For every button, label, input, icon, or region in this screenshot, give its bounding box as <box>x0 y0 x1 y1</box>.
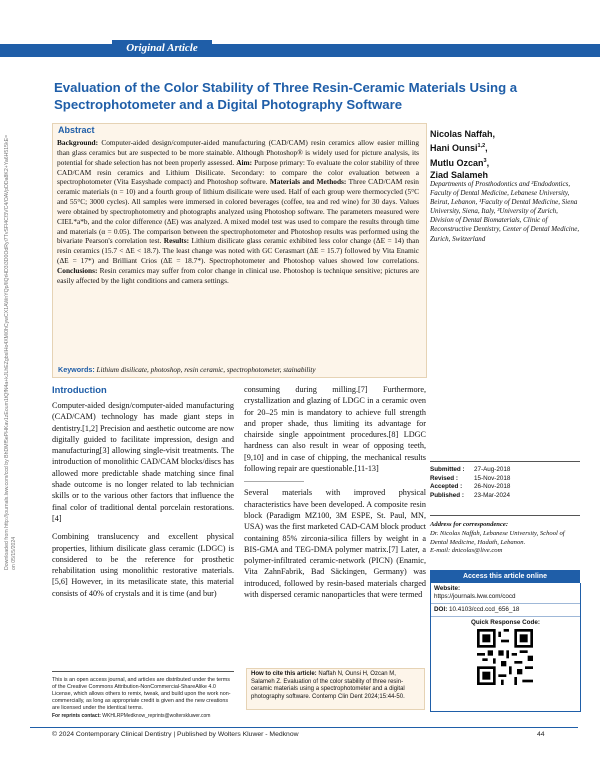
background-label: Background: <box>57 138 99 147</box>
methods-text: Three CAD/CAM resin ceramic materials (n = 10) and a fourth group of lithium disilicate were used. Half of each group were thermocycled (5°C and 55°C; 3000 cycles). All samples were immersed in colored beverages (coffee, tea and red wine) for 30 days. Values were obtained by spectrophotometry and photographs analyzed using Photoshop software. The parameters measured were CIEL*a*b, and the color difference (ΔE) was analyzed. A mixed model test was used to compare the results through time and materials (α = 0.05). The comparison between the spectrophotometer and Photoshop results was performed using the bivariate Pearson's correlation test. <box>57 177 419 246</box>
affiliation-2: ¹Faculty of Dental Medicine, Siena University, Siena, Italy, <box>430 198 578 216</box>
website-label: Website: <box>434 585 461 592</box>
howto-label: How to cite this article: <box>251 671 317 677</box>
section-tab: Original Article <box>112 40 212 57</box>
qr-code-icon[interactable] <box>477 629 533 685</box>
corr-divider <box>430 515 580 516</box>
correspondence-heading: Address for correspondence: <box>430 521 509 528</box>
correspondence <box>430 521 580 556</box>
article-dates <box>430 466 580 500</box>
affiliations <box>430 180 580 244</box>
side-download-text: Downloaded from http://journals.lww.com/ccd by BhDMf5ePHKav1zEoum1tQfN4a+kJLhEZgbsIHo4XMi0hCywCX1AWnYQp/IlQrHD3i3D0OdRyi7TvSFl4Cf3VC4/OAVpDDa8K2+Ya6H515kE= on 05/15/2024 <box>4 134 17 570</box>
affiliation-1: Departments of Prosthodontics and ²Endodontics, Faculty of Dental Medicine, Lebanese University, Beirut, Lebanon, <box>430 180 571 207</box>
intro-column-2 <box>244 384 426 607</box>
howto-text: Naffah N, Ounsi H, Ozcan M, Salameh Z. Evaluation of the color stability of three resin-ceramic materials using a spectrophotometer and a digital photography software. Contemp Clin Dent 2024;15:44-50. <box>251 671 405 700</box>
abstract-heading: Abstract <box>58 125 95 135</box>
reprints-email[interactable]: WKHLRPMedknow_reprints@wolterskluwer.com <box>102 713 211 719</box>
conclusions-label: Conclusions: <box>57 265 98 275</box>
intro-paragraph-1: Computer-aided design/computer-aided manufacturing (CAD/CAM) technology has made giant steps in dentistry.[1,2] Precision and aesthetic outcome are now digitally guided to facilitate impression, design and manufacturing[3] allowing single-visit treatments. The introduction of monolithic CAD/CAM blocks/discs has allowed more predictable shade matching since final shade outcome is no longer related to lab technician skills or to the various other factors that influence the final color of traditional dental porcelain restorations.[4] <box>52 401 234 523</box>
intro-paragraph-3: consuming during milling.[7] Furthermore, crystallization and glazing of LDGC in a ceramic oven for 20–25 min is mandatory to achieve full strength and proper shade, thus limiting its advantage for chairside single appointment procedures.[8] LDGC hardness can also result in wear of opposing teeth,[9,10] and in case of chipping, the mechanical results following repair are questionable.[11-13] <box>244 385 426 474</box>
doi-label: DOI: <box>434 606 448 613</box>
results-text: Lithium disilicate glass ceramic exhibited less color change (ΔE = 14) than resin ceramics (15.7 < ΔE < 18.7). The least change was noted with GC Cerasmart (ΔE = 15.7) followed by Vita Enamic (ΔE = 17*) and Brilliant Crios (ΔE = 18.7*). Spectrophotometer and Photoshop values showed low correlations. <box>57 236 419 266</box>
intro-column-1 <box>52 384 234 606</box>
doi-link[interactable]: 10.4103/ccd.ccd_656_18 <box>449 606 520 613</box>
footer-rule <box>30 727 578 728</box>
doi-row <box>431 604 580 617</box>
header-bar <box>0 44 600 57</box>
reprints-note <box>52 713 234 719</box>
author-4: Ziad Salameh <box>430 170 489 181</box>
intro-heading: Introduction <box>52 384 107 395</box>
author-3: Mutlu Ozcan$^3$, <box>430 157 490 168</box>
date-revised: Revised : 15-Nov-2018 <box>430 474 511 482</box>
correspondence-address: Dr. Nicolas Naffah, Lebanese University, School of Dental Medicine, Hadath, Lebanon. <box>430 529 565 546</box>
date-published: Published : 23-Mar-2024 <box>430 491 511 499</box>
footer-text: © 2024 Contemporary Clinical Dentistry | Published by Wolters Kluwer - Medknow <box>52 731 299 738</box>
background-text: Computer-aided design/computer-aided manufacturing (CAD/CAM) resin ceramics allow easier milling than glass ceramics but are suspected to be more stainable. Although Photoshop® is widely used for picture analysis, its potential for shade selection has not been properly assessed. <box>57 138 419 167</box>
abstract-text <box>57 138 419 286</box>
keywords-label: Keywords: <box>58 365 95 374</box>
author-2: Hani Ounsi$^{1,2}$, <box>430 143 488 154</box>
methods-label: Materials and Methods: <box>269 177 347 187</box>
website-link[interactable]: https://journals.lww.com/cocd <box>434 593 516 600</box>
qr-row <box>431 617 580 629</box>
aims-text: Purpose primary: To evaluate the color stability of three CAD/CAM resin ceramics and Lithium Disilicate. Secondary: to compare the color evaluation between a spectrophotometer (Vita Easyshade compact) and Photoshop software. <box>57 157 420 187</box>
reprints-label: For reprints contact: <box>52 713 101 719</box>
how-to-cite <box>246 668 425 710</box>
date-submitted: Submitted : 27-Aug-2018 <box>430 466 511 473</box>
column-divider <box>244 481 304 482</box>
license-divider <box>52 671 234 672</box>
results-label: Results: <box>163 236 190 246</box>
keywords-box <box>52 363 427 378</box>
qr-label: Quick Response Code: <box>471 619 540 626</box>
page-number: 44 <box>537 731 545 738</box>
affiliation-3: ³University of Zurich, Division of Dental Biomaterials, Clinic of Reconstructive Dentistry, Center of Dental Medicine, Zurich, Switzerland <box>430 207 580 243</box>
side-download-note <box>4 130 30 570</box>
website-row <box>431 583 580 604</box>
author-1: Nicolas Naffah, <box>430 129 496 139</box>
dates-divider <box>430 461 580 462</box>
article-title: Evaluation of the Color Stability of Three Resin-Ceramic Materials Using a Spectrophotometer and a Digital Photography Software <box>54 80 518 112</box>
intro-paragraph-2: Combining translucency and excellent physical properties, lithium disilicate glass ceramic (LDGC) is considered to be the reference for prosthetic rehabilitation using monolithic restorative materials.[5,6] However, in its metasilicate state, this material consists of 40% of crystals and it is time (and bur) <box>52 532 234 598</box>
correspondence-email[interactable]: E-mail: dnicolas@live.com <box>430 547 503 555</box>
intro-paragraph-4: Several materials with improved physical characteristics have been developed. A composite resin block (Paradigm MZ100, 3M ESPE, St. Paul, MN, USA) was the first marketed CAD-CAM block product containing 85% zirconia-silica fillers by weight in a BIS-GMA and TEG-DMA polymer matrix.[7] Later, a polymer-infiltrated ceramic-network (PICN) (Enamic, Vita ZahnFabrik, Bad Säckingen, Germany) was introduced, followed by resin-based materials charged with dispersed ceramic nanoparticles that were termed <box>244 488 426 600</box>
aims-label: Aim: <box>236 157 253 167</box>
access-box <box>430 583 581 712</box>
access-heading: Access this article online <box>430 570 580 583</box>
keywords-text: Lithium disilicate, photoshop, resin ceramic, spectrophotometer, stainability <box>96 366 316 374</box>
license-text: This is an open access journal, and articles are distributed under the terms of the Creative Commons Attribution-NonCommercial-ShareAlike 4.0 License, which allows others to remix, tweak, and build upon the work non-commercially, as long as appropriate credit is given and the new creations are licensed under the identical terms. <box>52 677 231 711</box>
date-accepted: Accepted : 26-Nov-2018 <box>430 483 511 491</box>
conclusions-text: Resin ceramics may suffer from color change in clinical use. Photoshop is technique sensitive; pictures are easily affected by the light conditions and camera settings. <box>57 265 420 285</box>
author-list <box>430 128 495 182</box>
